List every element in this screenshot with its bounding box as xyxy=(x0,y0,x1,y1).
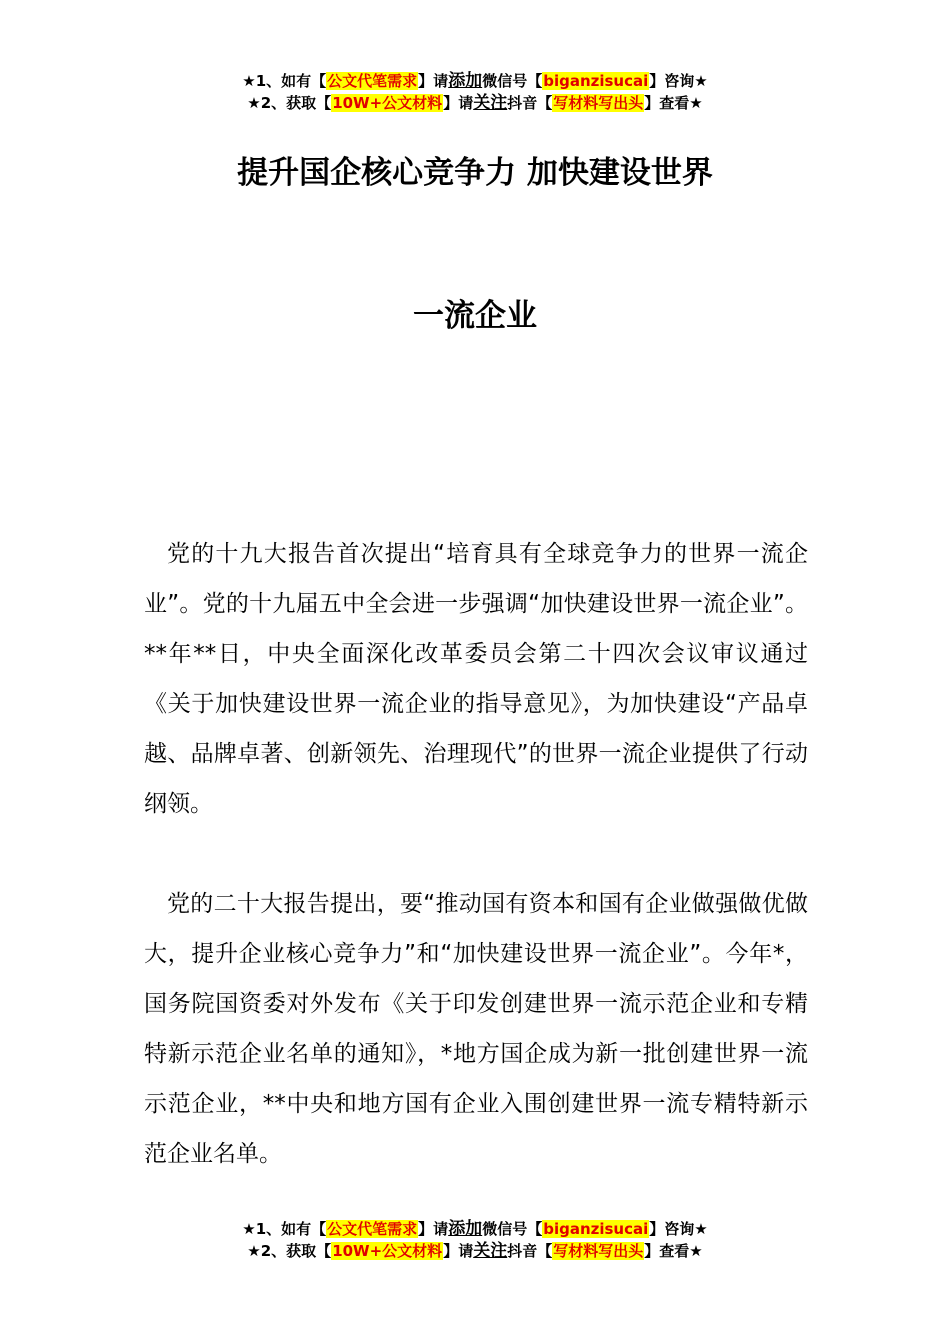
banner-highlight: 10W+公文材料 xyxy=(332,94,443,112)
banner-text: 】查看★ xyxy=(644,94,703,112)
banner-text: 微信号【 xyxy=(482,1220,543,1238)
banner-text: 】咨询★ xyxy=(649,1220,708,1238)
banner-emphasis: 关注 xyxy=(473,1241,508,1261)
banner-text: ★2、获取【 xyxy=(247,94,332,112)
banner-text: 】请 xyxy=(443,94,474,112)
banner-wechat-id: biganzisucai xyxy=(543,72,649,90)
document-body xyxy=(144,529,808,1179)
banner-line-1 xyxy=(0,70,950,92)
banner-emphasis: 添加 xyxy=(448,71,483,91)
banner-highlight: 公文代笔需求 xyxy=(327,72,418,90)
document-title-line-2: 一流企业 xyxy=(413,298,537,334)
banner-text: 】请 xyxy=(418,1220,449,1238)
banner-wechat-id: biganzisucai xyxy=(543,1220,649,1238)
footer-banner xyxy=(0,1218,950,1262)
banner-text: ★2、获取【 xyxy=(247,1242,332,1260)
banner-douyin-id: 写材料写出头 xyxy=(553,94,644,112)
banner-text: 微信号【 xyxy=(482,72,543,90)
header-banner xyxy=(0,70,950,114)
banner-highlight: 10W+公文材料 xyxy=(332,1242,443,1260)
banner-text: 】请 xyxy=(443,1242,474,1260)
banner-text: ★1、如有【 xyxy=(242,72,327,90)
banner-line-2 xyxy=(0,92,950,114)
banner-text: 】咨询★ xyxy=(649,72,708,90)
banner-emphasis: 添加 xyxy=(448,1219,483,1239)
banner-text: 抖音【 xyxy=(507,94,553,112)
paragraph-2: 党的二十大报告提出，要“推动国有资本和国有企业做强做优做大，提升企业核心竞争力”和“加快建设世界一流企业”。今年*，国务院国资委对外发布《关于印发创建世界一流示范企业和专精特新示范企业名单的通知》，*地方国企成为新一批创建世界一流示范企业，**中央和地方国有企业入围创建世界一流专精特新示范企业名单。 xyxy=(144,891,808,1167)
banner-line-2 xyxy=(0,1240,950,1262)
banner-text: 】请 xyxy=(418,72,449,90)
paragraph-1: 党的十九大报告首次提出“培育具有全球竞争力的世界一流企业”。党的十九届五中全会进一步强调“加快建设世界一流企业”。**年**日，中央全面深化改革委员会第二十四次会议审议通过《关于加快建设世界一流企业的指导意见》，为加快建设“产品卓越、品牌卓著、创新领先、治理现代”的世界一流企业提供了行动纲领。 xyxy=(144,541,808,817)
banner-highlight: 公文代笔需求 xyxy=(327,1220,418,1238)
banner-emphasis: 关注 xyxy=(473,93,508,113)
banner-text: 】查看★ xyxy=(644,1242,703,1260)
banner-text: 抖音【 xyxy=(507,1242,553,1260)
banner-line-1 xyxy=(0,1218,950,1240)
banner-text: ★1、如有【 xyxy=(242,1220,327,1238)
document-title-line-1: 提升国企核心竞争力 加快建设世界 xyxy=(237,155,713,191)
banner-douyin-id: 写材料写出头 xyxy=(553,1242,644,1260)
